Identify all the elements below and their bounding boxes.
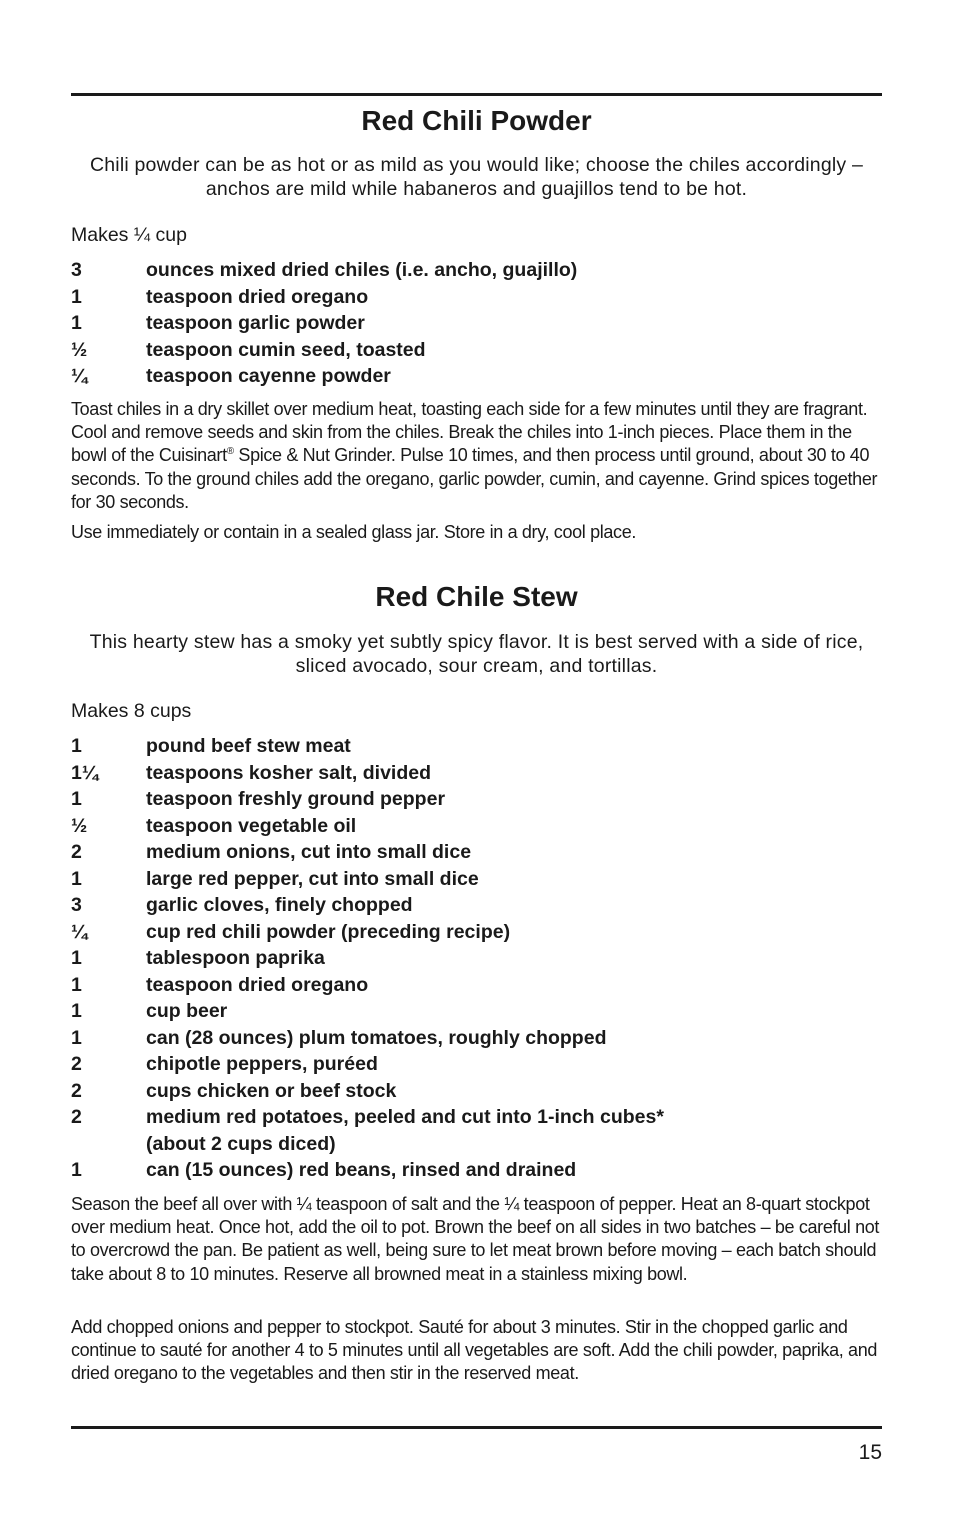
top-rule <box>71 93 882 96</box>
ingredient-qty: 1 <box>71 1159 82 1181</box>
ingredient-qty: 1 <box>71 788 82 810</box>
ingredient-text: cups chicken or beef stock <box>146 1079 397 1102</box>
ingredient-qty: 3 <box>71 894 82 916</box>
ingredient-item <box>71 839 882 866</box>
page-number: 15 <box>858 1441 882 1464</box>
ingredient-qty: 1 <box>71 973 82 996</box>
ingredient-item <box>71 892 882 919</box>
ingredient-text: teaspoon vegetable oil <box>146 814 357 837</box>
ingredient-item <box>71 813 882 840</box>
ingredient-qty: 1 <box>71 947 82 969</box>
ingredient-item <box>71 1025 882 1052</box>
ingredient-text: cup red chili powder (preceding recipe) <box>146 920 511 943</box>
ingredient-text <box>146 1104 882 1157</box>
ingredient-qty: 2 <box>71 1053 82 1075</box>
instruction-paragraph <box>71 398 886 514</box>
ingredient-qty: 1 <box>71 735 82 757</box>
ingredient-qty: 1 <box>71 1000 82 1022</box>
ingredient-text: pound beef stew meat <box>146 735 351 757</box>
ingredient-item <box>71 945 882 972</box>
instruction-paragraph: Season the beef all over with ¼ teaspoon of salt and the ¼ teaspoon of pepper. Heat an 8-quart stockpot over medium heat. Once hot, add the oil to pot. Brown the beef on all sides in two batches – be careful not to overcrowd the pan. Be patient as well, being sure to let meat brown before moving – each batch should take about 8 to 10 minutes. Reserve all browned meat in a stainless mixing bowl. <box>71 1194 880 1284</box>
ingredient-text: cup beer <box>146 1000 228 1022</box>
ingredient-item <box>71 257 882 284</box>
ingredient-qty: 1 <box>71 1026 82 1049</box>
ingredient-qty: ½ <box>71 338 88 361</box>
recipe-yield: Makes 8 cups <box>71 700 192 722</box>
ingredient-text: teaspoon cumin seed, toasted <box>146 338 426 361</box>
bottom-rule <box>71 1426 882 1429</box>
ingredient-item <box>71 284 882 311</box>
ingredient-text-line: medium red potatoes, peeled and cut into 1-inch cubes* <box>146 1106 664 1128</box>
ingredient-item <box>71 733 882 760</box>
ingredient-qty: 2 <box>71 1079 82 1102</box>
recipe-title-chile-stew: Red Chile Stew <box>375 581 578 612</box>
ingredient-item <box>71 760 882 787</box>
ingredient-item <box>71 1078 882 1105</box>
instruction-paragraph: Use immediately or contain in a sealed glass jar. Store in a dry, cool place. <box>71 522 637 542</box>
ingredient-text: teaspoon garlic powder <box>146 312 365 334</box>
ingredient-text: can (28 ounces) plum tomatoes, roughly chopped <box>146 1026 607 1049</box>
ingredient-text: teaspoon dried oregano <box>146 973 369 996</box>
recipe-intro: This hearty stew has a smoky yet subtly spicy flavor. It is best served with a side of rice, sliced avocado, sour cream, and tortillas. <box>89 631 864 677</box>
ingredient-item <box>71 1157 882 1184</box>
ingredient-text: large red pepper, cut into small dice <box>146 867 479 890</box>
recipe-yield: Makes ¼ cup <box>71 224 187 246</box>
ingredient-list <box>71 257 882 390</box>
ingredient-qty: 1 <box>71 867 82 890</box>
instruction-paragraph: Add chopped onions and pepper to stockpot. Sauté for about 3 minutes. Stir in the chopped garlic and continue to sauté for another 4 to 5 minutes until all vegetables are soft. Add the chili powder, paprika, and dried oregano to the vegetables and then stir in the reserved meat. <box>71 1317 878 1384</box>
ingredient-qty: 2 <box>71 1106 82 1128</box>
recipe-intro: Chili powder can be as hot or as mild as you would like; choose the chiles accordingly – anchos are mild while habaneros and guajillos tend to be hot. <box>89 154 864 200</box>
ingredient-text: teaspoons kosher salt, divided <box>146 761 431 784</box>
ingredient-item <box>71 866 882 893</box>
ingredient-text: teaspoon dried oregano <box>146 285 369 308</box>
instruction-text: Toast chiles in a dry skillet over medium heat, toasting each side for a few minutes until they are fragrant. Cool and remove seeds and skin from the chiles. Break the chiles into 1-inch pieces. Place them in the bowl of the Cuisinart <box>71 399 868 466</box>
ingredient-qty: 1 <box>71 312 82 334</box>
registered-mark: ® <box>226 446 234 458</box>
instruction-text: Spice & Nut Grinder. Pulse 10 times, and then process until ground, about 30 to 40 seconds. To the ground chiles add the oregano, garlic powder, cumin, and cayenne. Grind spices together for 30 seconds. <box>71 445 878 512</box>
ingredient-item <box>71 998 882 1025</box>
ingredient-text-line: (about 2 cups diced) <box>146 1132 336 1155</box>
ingredient-list <box>71 733 882 1184</box>
ingredient-text: can (15 ounces) red beans, rinsed and drained <box>146 1159 577 1181</box>
ingredient-item <box>71 972 882 999</box>
ingredient-qty: 1 <box>71 285 82 308</box>
ingredient-qty: ¼ <box>71 920 88 943</box>
ingredient-qty: 3 <box>71 259 82 281</box>
ingredient-item <box>71 363 882 390</box>
ingredient-item <box>71 786 882 813</box>
ingredient-text: chipotle peppers, puréed <box>146 1053 378 1075</box>
ingredient-item <box>71 310 882 337</box>
ingredient-item <box>71 1051 882 1078</box>
ingredient-qty: ½ <box>71 814 88 837</box>
ingredient-item <box>71 1104 882 1157</box>
ingredient-text: medium onions, cut into small dice <box>146 841 472 863</box>
ingredient-text: garlic cloves, finely chopped <box>146 894 413 916</box>
ingredient-text: ounces mixed dried chiles (i.e. ancho, guajillo) <box>146 259 578 281</box>
ingredient-qty: 2 <box>71 841 82 863</box>
recipe-title-chili-powder: Red Chili Powder <box>361 105 592 136</box>
ingredient-qty: ¼ <box>71 365 88 387</box>
ingredient-item <box>71 919 882 946</box>
ingredient-text: teaspoon cayenne powder <box>146 365 391 387</box>
ingredient-text: tablespoon paprika <box>146 947 325 969</box>
ingredient-qty: 1¼ <box>71 761 99 784</box>
ingredient-item <box>71 337 882 364</box>
ingredient-text: teaspoon freshly ground pepper <box>146 788 446 810</box>
